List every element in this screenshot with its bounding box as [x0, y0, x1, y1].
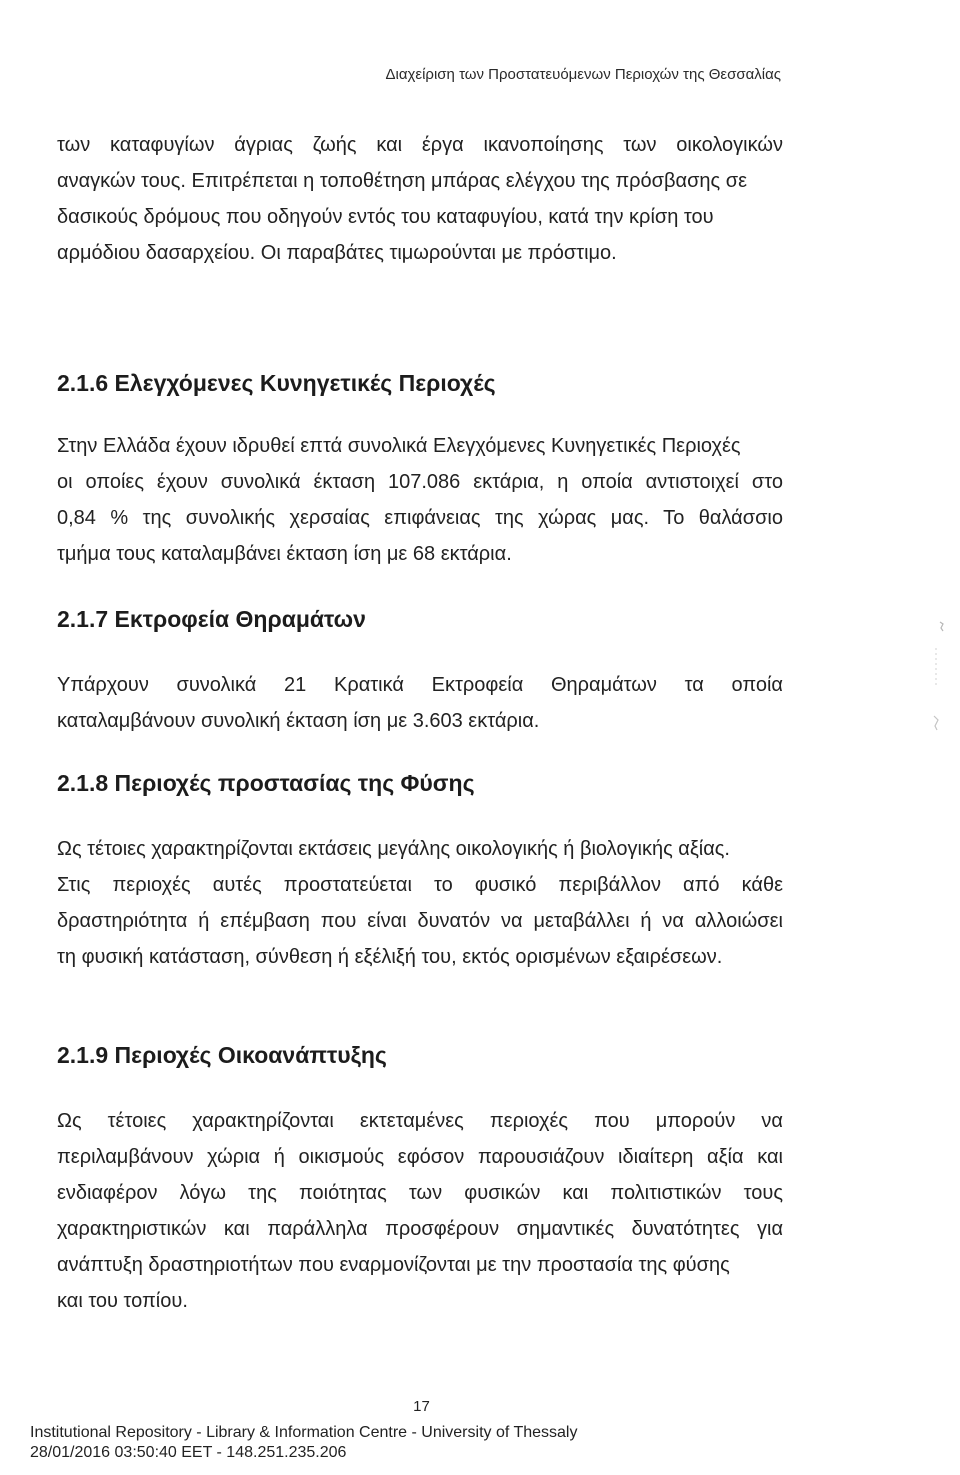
section-2-1-6-paragraph [57, 428, 783, 572]
paragraph-line: περιλαμβάνουν χώρια ή οικισμούς εφόσον παρουσιάζουν ιδιαίτερη αξία και [57, 1146, 783, 1168]
paragraph-line: Στην Ελλάδα έχουν ιδρυθεί επτά συνολικά Ελεγχόμενες Κυνηγετικές Περιοχές [57, 435, 741, 457]
section-2-1-8-paragraph [57, 831, 783, 975]
paragraph-line: ανάπτυξη δραστηριοτήτων που εναρμονίζονται με την προστασία της φύσης [57, 1254, 730, 1276]
paragraph-line: Ως τέτοιες χαρακτηρίζονται εκτάσεις μεγάλης οικολογικής ή βιολογικής αξίας. [57, 838, 730, 860]
paragraph-line: καταλαμβάνουν συνολική έκταση ίση με 3.603 εκτάρια. [57, 710, 540, 732]
paragraph-line: δασικούς δρόμους που οδηγούν εντός του καταφυγίου, κατά την κρίση του [57, 206, 714, 228]
section-heading-2-1-8: 2.1.8 Περιοχές προστασίας της Φύσης [57, 770, 475, 796]
paragraph-line: των καταφυγίων άγριας ζωής και έργα ικανοποίησης των οικολογικών [57, 134, 783, 156]
section-heading-2-1-7: 2.1.7 Εκτροφεία Θηραμάτων [57, 606, 366, 632]
paragraph-line: Ως τέτοιες χαρακτηρίζονται εκτεταμένες περιοχές που μπορούν να [57, 1110, 783, 1132]
paragraph-line: Στις περιοχές αυτές προστατεύεται το φυσικό περιβάλλον από κάθε [57, 874, 783, 896]
section-heading-2-1-9: 2.1.9 Περιοχές Οικοανάπτυξης [57, 1042, 387, 1068]
section-2-1-9-paragraph [57, 1103, 783, 1319]
footer-download-stamp: 28/01/2016 03:50:40 EET - 148.251.235.206 [30, 1444, 347, 1461]
paragraph-line: οι οποίες έχουν συνολικά έκταση 107.086 εκτάρια, η οποία αντιστοιχεί στο [57, 471, 783, 493]
paragraph-line: τμήμα τους καταλαμβάνει έκταση ίση με 68 εκτάρια. [57, 543, 512, 565]
paragraph-line: χαρακτηριστικών και παράλληλα προσφέρουν σημαντικές δυνατότητες για [57, 1218, 783, 1240]
section-heading-2-1-6: 2.1.6 Ελεγχόμενες Κυνηγετικές Περιοχές [57, 370, 496, 396]
page-number: 17 [413, 1398, 430, 1415]
intro-paragraph [57, 127, 783, 271]
paragraph-line: αναγκών τους. Επιτρέπεται η τοποθέτηση μπάρας ελέγχου της πρόσβασης σε [57, 170, 748, 192]
paragraph-line: δραστηριότητα ή επέμβαση που είναι δυνατόν να μεταβάλλει ή να αλλοιώσει [57, 910, 783, 932]
scan-artifact-mark [928, 618, 950, 738]
running-header-title: Διαχείριση των Προστατευόμενων Περιοχών της Θεσσαλίας [385, 66, 781, 83]
paragraph-line: και του τοπίου. [57, 1290, 188, 1312]
paragraph-line: τη φυσική κατάσταση, σύνθεση ή εξέλιξή του, εκτός ορισμένων εξαιρέσεων. [57, 946, 723, 968]
paragraph-line: ενδιαφέρον λόγω της ποιότητας των φυσικών και πολιτιστικών τους [57, 1182, 783, 1204]
paragraph-line: 0,84 % της συνολικής χερσαίας επιφάνειας της χώρας μας. Το θαλάσσιο [57, 507, 783, 529]
paragraph-line: αρμόδιου δασαρχείου. Οι παραβάτες τιμωρούνται με πρόστιμο. [57, 242, 617, 264]
section-2-1-7-paragraph [57, 667, 783, 739]
paragraph-line: Υπάρχουν συνολικά 21 Κρατικά Εκτροφεία Θηραμάτων τα οποία [57, 674, 783, 696]
footer-repository: Institutional Repository - Library & Information Centre - University of Thessaly [30, 1424, 578, 1441]
